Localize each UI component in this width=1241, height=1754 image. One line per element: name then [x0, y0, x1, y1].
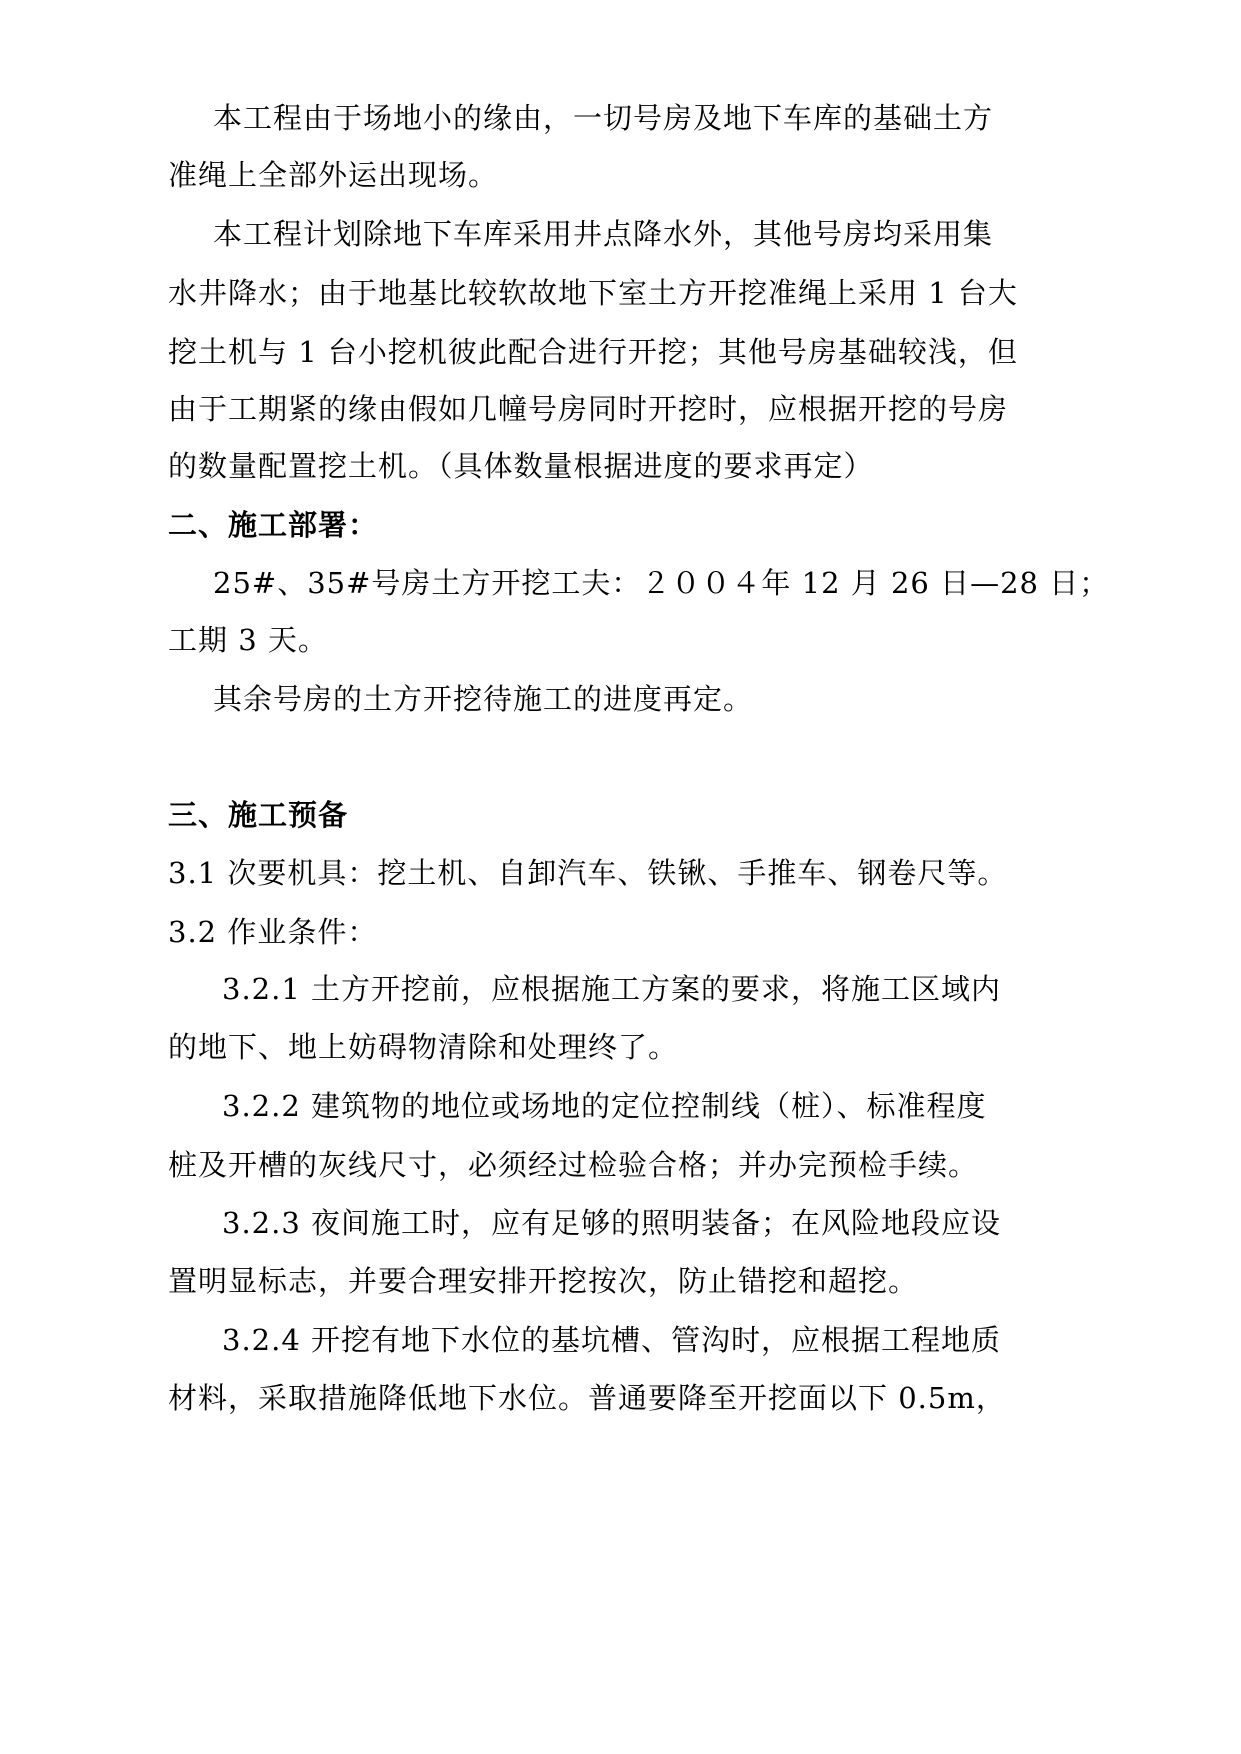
- paragraph-1-line-2: 准绳上全部外运出现场。: [168, 158, 499, 192]
- item-3-2-3-line-2: 置明显标志，并要合理安排开挖按次，防止错挖和超挖。: [168, 1264, 919, 1298]
- paragraph-3-line-1: 25#、35#号房土方开挖工夫：２００４年 12 月 26 日—28 日；: [213, 566, 1110, 600]
- item-3-2: 3.2 作业条件：: [168, 915, 378, 949]
- section-heading-2: 二、施工部署：: [168, 508, 379, 542]
- section-heading-3: 三、施工预备: [168, 798, 349, 832]
- item-3-1: 3.1 次要机具：挖土机、自卸汽车、铁锹、手推车、钢卷尺等。: [168, 856, 1008, 890]
- item-3-2-3-line-1: 3.2.3 夜间施工时，应有足够的照明装备；在风险地段应设: [222, 1206, 1002, 1240]
- paragraph-1-line-1: 本工程由于场地小的缘由，一切号房及地下车库的基础土方: [213, 101, 994, 135]
- paragraph-2-line-4: 由于工期紧的缘由假如几幢号房同时开挖时，应根据开挖的号房: [168, 392, 1009, 426]
- item-3-2-2-line-1: 3.2.2 建筑物的地位或场地的定位控制线（桩）、标准程度: [222, 1089, 987, 1123]
- item-3-2-4-line-1: 3.2.4 开挖有地下水位的基坑槽、管沟时，应根据工程地质: [222, 1323, 1002, 1357]
- paragraph-2-line-3: 挖土机与 1 台小挖机彼此配合进行开挖；其他号房基础较浅，但: [168, 335, 1018, 369]
- paragraph-2-line-1: 本工程计划除地下车库采用井点降水外，其他号房均采用集: [213, 217, 994, 251]
- item-3-2-1-line-2: 的地下、地上妨碍物清除和处理终了。: [168, 1030, 679, 1064]
- paragraph-4-line-1: 其余号房的土方开挖待施工的进度再定。: [213, 682, 754, 716]
- paragraph-2-line-5: 的数量配置挖土机。（具体数量根据进度的要求再定）: [168, 449, 874, 483]
- paragraph-3-line-2: 工期 3 天。: [168, 623, 328, 657]
- item-3-2-1-line-1: 3.2.1 土方开挖前，应根据施工方案的要求，将施工区域内: [222, 972, 1002, 1006]
- item-3-2-4-line-2: 材料，采取措施降低地下水位。普通要降至开挖面以下 0.5m，: [168, 1381, 1006, 1415]
- paragraph-2-line-2: 水井降水；由于地基比较软故地下室土方开挖准绳上采用 1 台大: [168, 276, 1018, 310]
- item-3-2-2-line-2: 桩及开槽的灰线尺寸，必须经过检验合格；并办完预检手续。: [168, 1148, 979, 1182]
